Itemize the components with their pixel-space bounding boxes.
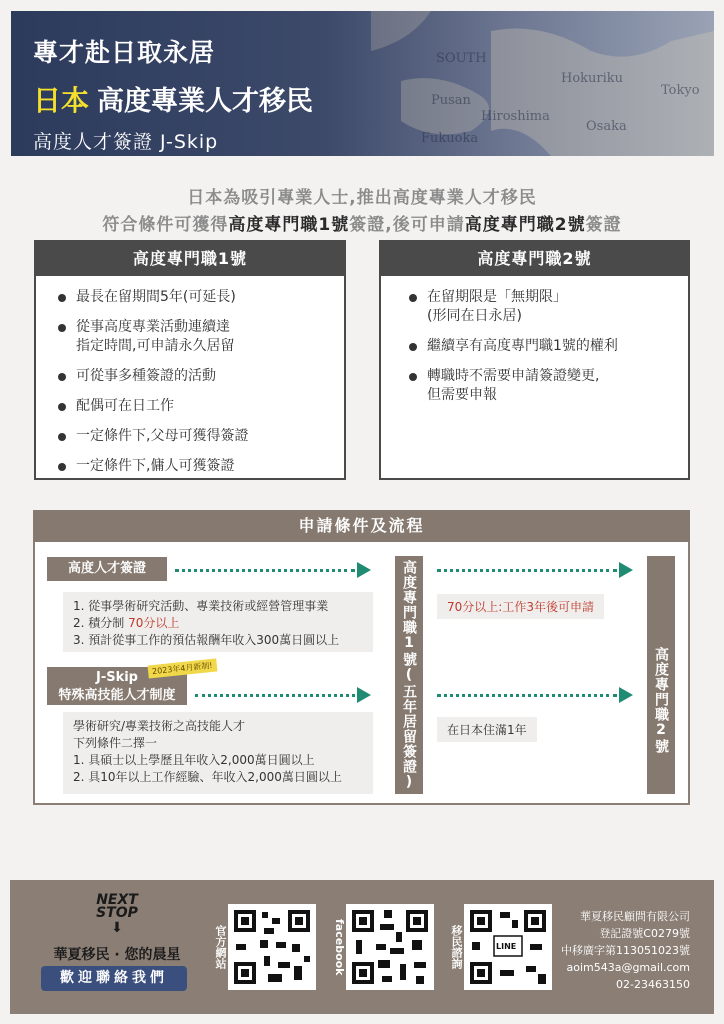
arrow-icon xyxy=(619,687,633,703)
arrow-icon xyxy=(357,562,371,578)
item-text: 一定條件下,傭人可獲簽證 xyxy=(76,458,235,474)
intro-line2 xyxy=(0,210,724,235)
visa1-title: 高度專門職1號 xyxy=(36,242,344,276)
header-banner xyxy=(11,11,714,156)
company-info xyxy=(561,908,690,993)
item-subtext: 但需要申報 xyxy=(427,387,497,403)
list-item xyxy=(409,337,688,356)
note-one-year: 在日本住滿1年 xyxy=(437,717,537,742)
qr-label-website: 官方網站 xyxy=(214,925,227,969)
tag-line: J-Skip xyxy=(95,670,138,685)
header-subtitle xyxy=(33,79,313,119)
note-70-points: 70分以上:工作3年後可申請 xyxy=(437,594,604,619)
list-item xyxy=(58,427,344,446)
process-section xyxy=(33,510,690,805)
email-link[interactable]: aoim543a@gmail.com xyxy=(566,961,690,974)
company-logo xyxy=(32,894,202,936)
contact-us-button[interactable]: 歡迎聯絡我們 xyxy=(41,966,187,991)
phone-number[interactable]: 02-23463150 xyxy=(616,978,690,991)
item-text: 最長在留期間5年(可延長) xyxy=(76,289,236,305)
intro-text: 簽證,後可申請 xyxy=(349,215,465,235)
intro-highlight: 高度專門職1號 xyxy=(228,215,350,235)
arrow-icon xyxy=(357,687,371,703)
logo-text: STOP xyxy=(96,905,138,921)
intro-highlight: 高度專門職2號 xyxy=(464,215,586,235)
list-item xyxy=(58,318,344,356)
tag-high-talent-visa: 高度人才簽證 xyxy=(47,557,167,581)
header-accent: 日本 xyxy=(33,84,90,117)
logo-text: NEXT xyxy=(96,892,138,908)
slogan: 華夏移民 · 您的晨星 xyxy=(53,947,181,963)
qr-label-consult: 移民諮詢 xyxy=(450,925,463,969)
item-text: 可從事多種簽證的活動 xyxy=(76,368,216,384)
registration-number: 登記證號C0279號 xyxy=(599,927,690,940)
item-subtext: 指定時間,可申請永久居留 xyxy=(76,338,235,354)
visa1-stage-bar: 高度專門職1號(五年居留簽證) xyxy=(395,556,423,794)
arrow-line xyxy=(195,694,355,697)
company-name: 華夏移民顧問有限公司 xyxy=(580,910,690,923)
condition-text: 2. 積分制 xyxy=(73,616,129,630)
condition-line: 3. 預計從事工作的預估報酬年收入300萬日圓以上 xyxy=(73,633,340,647)
visa1-box xyxy=(34,240,346,480)
map-label: Fukuoka xyxy=(421,131,479,146)
visa1-list xyxy=(36,276,344,476)
intro-line1: 日本為吸引專業人士,推出高度專業人才移民 xyxy=(187,188,537,208)
map-label: Pusan xyxy=(431,93,471,108)
visa2-box xyxy=(379,240,690,480)
list-item xyxy=(409,288,688,326)
item-text: 配偶可在日工作 xyxy=(76,398,174,414)
visa2-stage-bar: 高度專門職2號 xyxy=(647,556,675,794)
item-subtext: (形同在日永居) xyxy=(427,308,522,324)
visa2-list xyxy=(381,276,688,405)
list-item xyxy=(409,367,688,405)
map-label: SOUTH xyxy=(436,51,487,66)
conditions-box-1 xyxy=(63,592,373,652)
condition-line: 2. 具10年以上工作經驗、年收入2,000萬日圓以上 xyxy=(73,770,342,784)
item-text: 在留期限是「無期限」 xyxy=(427,289,567,305)
intro-text: 符合條件可獲得 xyxy=(102,215,229,235)
list-item xyxy=(58,288,344,307)
qr-label-facebook: facebook xyxy=(333,918,346,976)
item-text: 轉職時不需要申請簽證變更, xyxy=(427,368,600,384)
intro-text: 簽證 xyxy=(585,215,622,235)
header-title: 專才赴日取永居 xyxy=(33,38,216,67)
item-text: 一定條件下,父母可獲得簽證 xyxy=(76,428,249,444)
location-pin-icon: ⬇ xyxy=(111,920,123,936)
header-tagline: 高度人才簽證 J-Skip xyxy=(33,131,219,153)
visa2-title: 高度專門職2號 xyxy=(381,242,688,276)
header-subtitle-text: 高度專業人才移民 xyxy=(97,86,314,117)
new-rule-ribbon: 2023年4月新制! xyxy=(148,658,218,678)
qr-code-facebook[interactable] xyxy=(346,904,434,990)
condition-line: 1. 具碩士以上學歷且年收入2,000萬日圓以上 xyxy=(73,753,315,767)
condition-line: 下列條件二擇一 xyxy=(73,736,158,750)
condition-highlight: 70分以上 xyxy=(128,616,180,630)
item-text: 繼續享有高度專門職1號的權利 xyxy=(427,338,618,354)
list-item xyxy=(58,367,344,386)
conditions-box-2 xyxy=(63,712,373,794)
map-label: Tokyo xyxy=(661,83,700,98)
line-logo-icon: LINE xyxy=(496,942,517,951)
condition-line: 學術研究/專業技術之高技能人才 xyxy=(73,719,246,733)
qr-code-website[interactable] xyxy=(228,904,316,990)
condition-line: 1. 從事學術研究活動、專業技術或經營管理事業 xyxy=(73,599,329,613)
arrow-line xyxy=(437,569,617,572)
permit-number: 中移廣字第113051023號 xyxy=(561,944,690,957)
footer xyxy=(10,880,714,1014)
process-title: 申請條件及流程 xyxy=(33,510,690,542)
map-label: Hiroshima xyxy=(481,109,550,124)
arrow-icon xyxy=(619,562,633,578)
list-item xyxy=(58,397,344,416)
list-item xyxy=(58,457,344,476)
tag-line: 特殊高技能人才制度 xyxy=(58,688,176,703)
map-label: Hokuriku xyxy=(561,71,624,86)
arrow-line xyxy=(175,569,355,572)
item-text: 從事高度專業活動連續達 xyxy=(76,319,230,335)
arrow-line xyxy=(437,694,617,697)
map-label: Osaka xyxy=(586,119,627,134)
condition-line xyxy=(73,615,363,632)
